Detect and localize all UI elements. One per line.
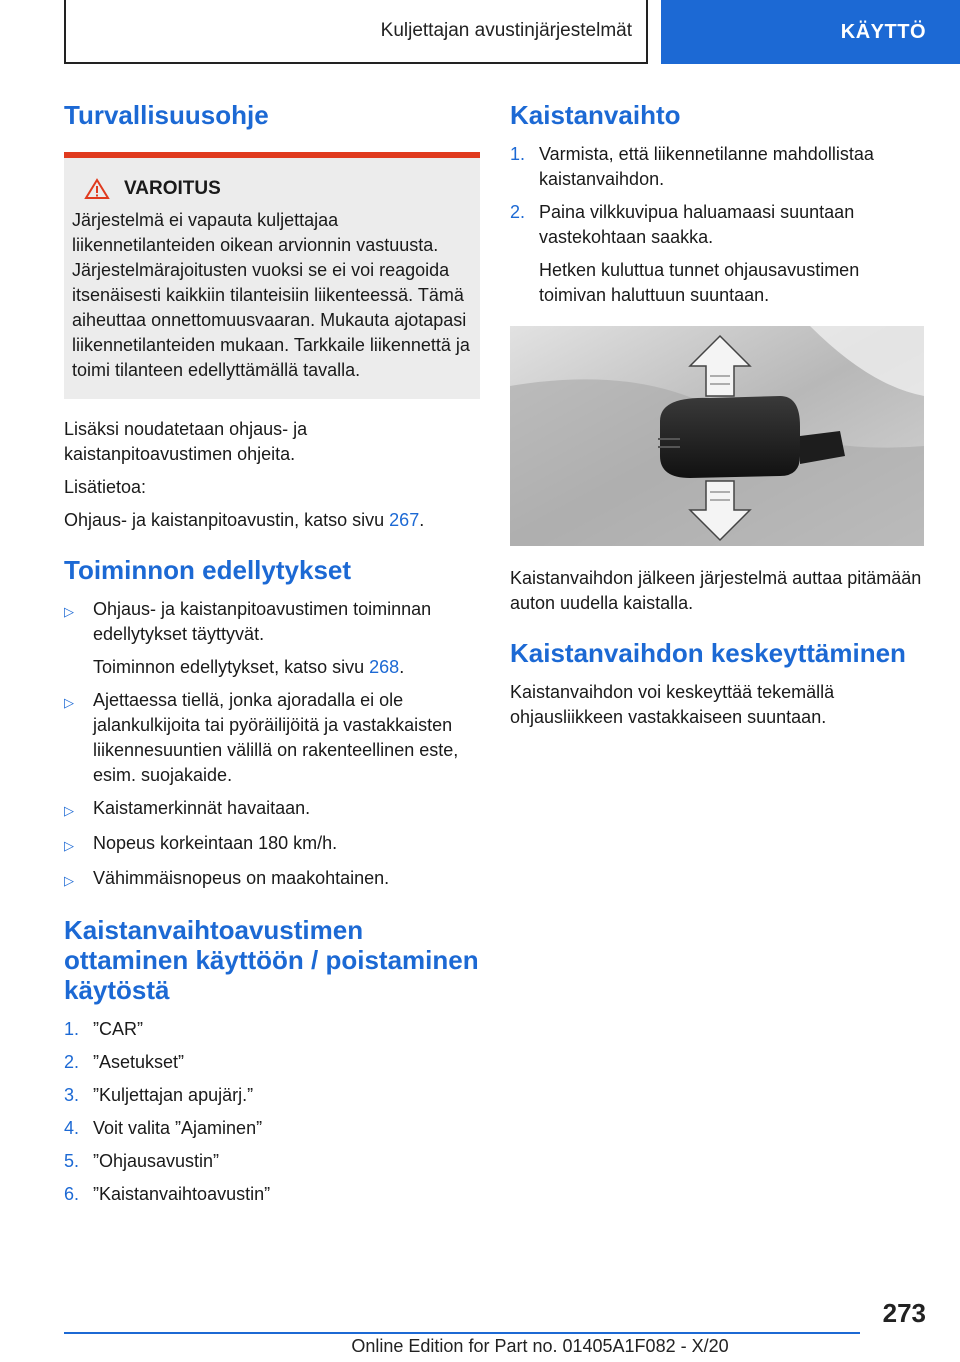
heading-requirements: Toiminnon edellytykset <box>64 555 352 585</box>
step-number: 5. <box>64 1151 80 1171</box>
lever-illustration-svg <box>510 326 924 546</box>
triangle-bullet-icon: ▷ <box>64 604 74 619</box>
page-number: 273 <box>882 1298 926 1328</box>
footer-edition: Online Edition for Part no. 01405A1F082 - X/20 <box>351 1336 729 1356</box>
step-item <box>64 1050 480 1075</box>
step-item <box>64 1116 480 1141</box>
step-number: 1. <box>64 1019 80 1039</box>
paragraph-reference <box>64 508 480 533</box>
paragraph-additional: Lisäksi noudatetaan ohjaus- ja kaistanpitoavustimen ohjeita. <box>64 419 308 464</box>
step-number: 3. <box>64 1085 80 1105</box>
list-item-text: Ohjaus- ja kaistanpitoavustimen toiminnan edellytykset täyttyvät. <box>93 599 432 644</box>
page-link-267[interactable]: 267 <box>389 510 420 530</box>
triangle-bullet-icon: ▷ <box>64 873 74 888</box>
triangle-bullet-icon: ▷ <box>64 803 74 818</box>
step-text: Paina vilkkuvipua haluamaasi suuntaan vastekohtaan saakka. <box>539 202 855 247</box>
step-item <box>64 1182 480 1207</box>
step-subtext: Hetken kuluttua tunnet ohjausavustimen toimivan haluttuun suuntaan. <box>539 260 860 305</box>
step-number: 2. <box>510 202 526 222</box>
chapter-tab <box>661 0 960 64</box>
turn-signal-lever-illustration <box>510 326 924 546</box>
list-item <box>64 866 480 893</box>
list-item-text: Ajettaessa tiellä, jonka ajoradalla ei ole jalankulkijoita tai pyöräilijöitä ja vastakkaisten liikennesuuntien välillä on rakenteellinen este, esim. suojakaide. <box>93 690 459 785</box>
step-item <box>64 1083 480 1108</box>
step-text: ”Asetukset” <box>93 1052 185 1072</box>
step-item <box>64 1149 480 1174</box>
warning-triangle-icon <box>84 178 110 200</box>
step-item <box>64 1017 480 1042</box>
step-number: 2. <box>64 1052 80 1072</box>
list-item <box>64 796 480 823</box>
warning-box <box>64 152 480 399</box>
triangle-bullet-icon: ▷ <box>64 838 74 853</box>
step-number: 4. <box>64 1118 80 1138</box>
step-item <box>510 200 924 308</box>
heading-cancel: Kaistanvaihdon keskeyttäminen <box>510 638 906 668</box>
list-item <box>64 831 480 858</box>
page-link-268[interactable]: 268 <box>369 657 400 677</box>
chapter-tab-label: KÄYTTÖ <box>840 20 926 43</box>
reference-end: . <box>419 510 425 530</box>
step-number: 6. <box>64 1184 80 1204</box>
footer-divider <box>64 1332 860 1334</box>
paragraph-after-lane-change: Kaistanvaihdon jälkeen järjestelmä auttaa pitämään auton uudella kaistalla. <box>510 568 922 613</box>
lane-change-steps <box>510 142 924 308</box>
activation-steps <box>64 1017 480 1207</box>
paragraph-more-info: Lisätietoa: <box>64 477 147 497</box>
warning-header <box>72 178 470 200</box>
paragraph-cancel: Kaistanvaihdon voi keskeyttää tekemällä ohjausliikkeen vastakkaiseen suuntaan. <box>510 682 835 727</box>
warning-title: VAROITUS <box>124 178 221 199</box>
running-header <box>64 0 648 64</box>
step-text: ”Kuljettajan apujärj.” <box>93 1085 254 1105</box>
subtext-end: . <box>399 657 405 677</box>
triangle-bullet-icon: ▷ <box>64 695 74 710</box>
subtext: Toiminnon edellytykset, katso sivu <box>93 657 370 677</box>
left-column <box>64 100 480 1215</box>
step-text: Varmista, että liikennetilanne mahdollistaa kaistanvaihdon. <box>539 144 874 189</box>
heading-lane-change: Kaistanvaihto <box>510 100 681 130</box>
step-text: ”CAR” <box>93 1019 143 1039</box>
list-item-text: Vähimmäisnopeus on maakohtainen. <box>93 868 390 888</box>
heading-activate: Kaistanvaihtoavustimen ottaminen käyttöön / poistaminen käytöstä <box>64 915 479 1005</box>
step-item <box>510 142 924 192</box>
step-text: ”Kaistanvaihtoavustin” <box>93 1184 271 1204</box>
list-item <box>64 597 480 680</box>
list-item-text: Nopeus korkeintaan 180 km/h. <box>93 833 338 853</box>
reference-text: Ohjaus- ja kaistanpitoavustin, katso sivu <box>64 510 390 530</box>
header-section-title: Kuljettajan avustinjärjestelmät <box>380 20 632 41</box>
step-text: ”Ohjausavustin” <box>93 1151 220 1171</box>
requirements-list <box>64 597 480 893</box>
list-item-text: Kaistamerkinnät havaitaan. <box>93 798 311 818</box>
list-item <box>64 688 480 788</box>
warning-text: Järjestelmä ei vapauta kuljettajaa liikennetilanteiden oikean arvionnin vastuusta. Järjestelmärajoitusten vuoksi se ei voi reagoida itsenäisesti kaikkiin tilanteisiin liikenteessä. Tämä aiheuttaa onnettomuusvaaran. Mukauta ajotapasi liikennetilanteiden mukaan. Tarkkaile liikennettä ja toimi tilanteen edellyttämällä tavalla. <box>72 210 470 380</box>
right-column <box>510 100 924 730</box>
heading-safety: Turvallisuusohje <box>64 100 269 130</box>
step-text: Voit valita ”Ajaminen” <box>93 1118 263 1138</box>
step-number: 1. <box>510 144 526 164</box>
list-item-subtext <box>93 655 480 680</box>
